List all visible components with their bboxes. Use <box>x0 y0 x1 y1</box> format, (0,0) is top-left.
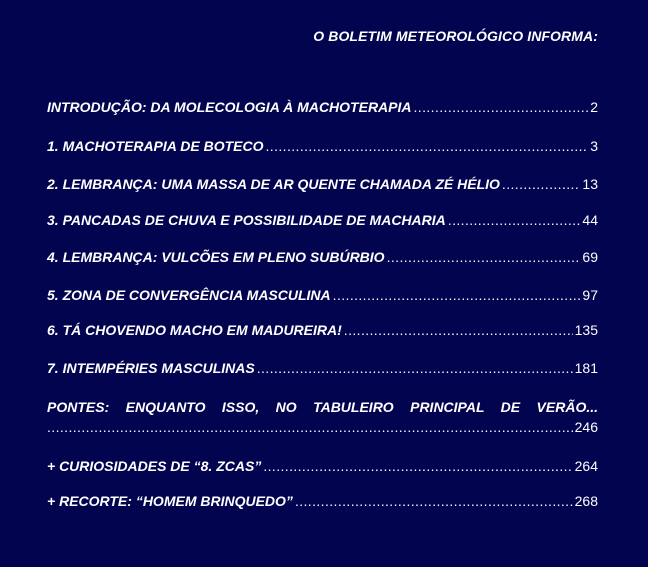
toc-entry-pontes-leader-line <box>47 418 598 436</box>
toc-entry-1[interactable] <box>47 137 598 155</box>
toc-entry-4[interactable] <box>47 248 598 266</box>
toc-leader-dots <box>295 492 573 510</box>
toc-entry-3[interactable] <box>47 211 598 229</box>
toc-entry-page: 13 <box>582 176 598 192</box>
toc-entry-page: 181 <box>574 360 598 376</box>
toc-leader-dots <box>266 137 589 155</box>
toc-entry-page: 246 <box>574 419 598 435</box>
toc-leader-dots <box>263 457 572 475</box>
toc-entry-page: 268 <box>574 493 598 509</box>
toc-entry-6[interactable] <box>47 321 598 339</box>
toc-entry-2[interactable] <box>47 175 598 193</box>
toc-leader-dots <box>333 286 581 304</box>
toc-entry-title: PONTES: ENQUANTO ISSO, NO TABULEIRO PRINCIPAL DE VERÃO... <box>47 399 598 415</box>
toc-entry-page: 264 <box>574 458 598 474</box>
toc-entry-page: 3 <box>590 138 598 154</box>
toc-entry-title: 3. PANCADAS DE CHUVA E POSSIBILIDADE DE MACHARIA <box>47 212 446 228</box>
toc-leader-dots <box>448 211 581 229</box>
toc-entry-title: 2. LEMBRANÇA: UMA MASSA DE AR QUENTE CHAMADA ZÉ HÉLIO <box>47 176 500 192</box>
toc-entry-title: 4. LEMBRANÇA: VULCÕES EM PLENO SUBÚRBIO <box>47 249 385 265</box>
toc-heading: O BOLETIM METEOROLÓGICO INFORMA: <box>313 28 598 44</box>
toc-entry-page: 44 <box>582 212 598 228</box>
toc-entry-title: 6. TÁ CHOVENDO MACHO EM MADUREIRA! <box>47 322 342 338</box>
toc-entry-recorte[interactable] <box>47 492 598 510</box>
toc-entry-title: 1. MACHOTERAPIA DE BOTECO <box>47 138 264 154</box>
toc-entry-title: INTRODUÇÃO: DA MOLECOLOGIA À MACHOTERAPIA <box>47 99 412 115</box>
toc-leader-dots <box>414 98 589 116</box>
toc-entry-title: 5. ZONA DE CONVERGÊNCIA MASCULINA <box>47 287 331 303</box>
toc-entry-introducao[interactable] <box>47 98 598 116</box>
toc-entry-page: 2 <box>590 99 598 115</box>
toc-entry-title: + RECORTE: “HOMEM BRINQUEDO” <box>47 493 293 509</box>
toc-entry-title: + CURIOSIDADES DE “8. ZCAS” <box>47 458 262 474</box>
toc-entry-page: 97 <box>582 287 598 303</box>
toc-leader-dots <box>387 248 581 266</box>
toc-entry-page: 69 <box>582 249 598 265</box>
toc-entry-title: 7. INTEMPÉRIES MASCULINAS <box>47 360 255 376</box>
toc-leader-dots <box>47 418 573 436</box>
toc-leader-dots <box>502 175 581 193</box>
toc-entry-page: 135 <box>574 322 598 338</box>
toc-entry-7[interactable] <box>47 359 598 377</box>
toc-entry-5[interactable] <box>47 286 598 304</box>
toc-leader-dots <box>257 359 573 377</box>
toc-leader-dots <box>344 321 573 339</box>
toc-entry-curiosidades[interactable] <box>47 457 598 475</box>
